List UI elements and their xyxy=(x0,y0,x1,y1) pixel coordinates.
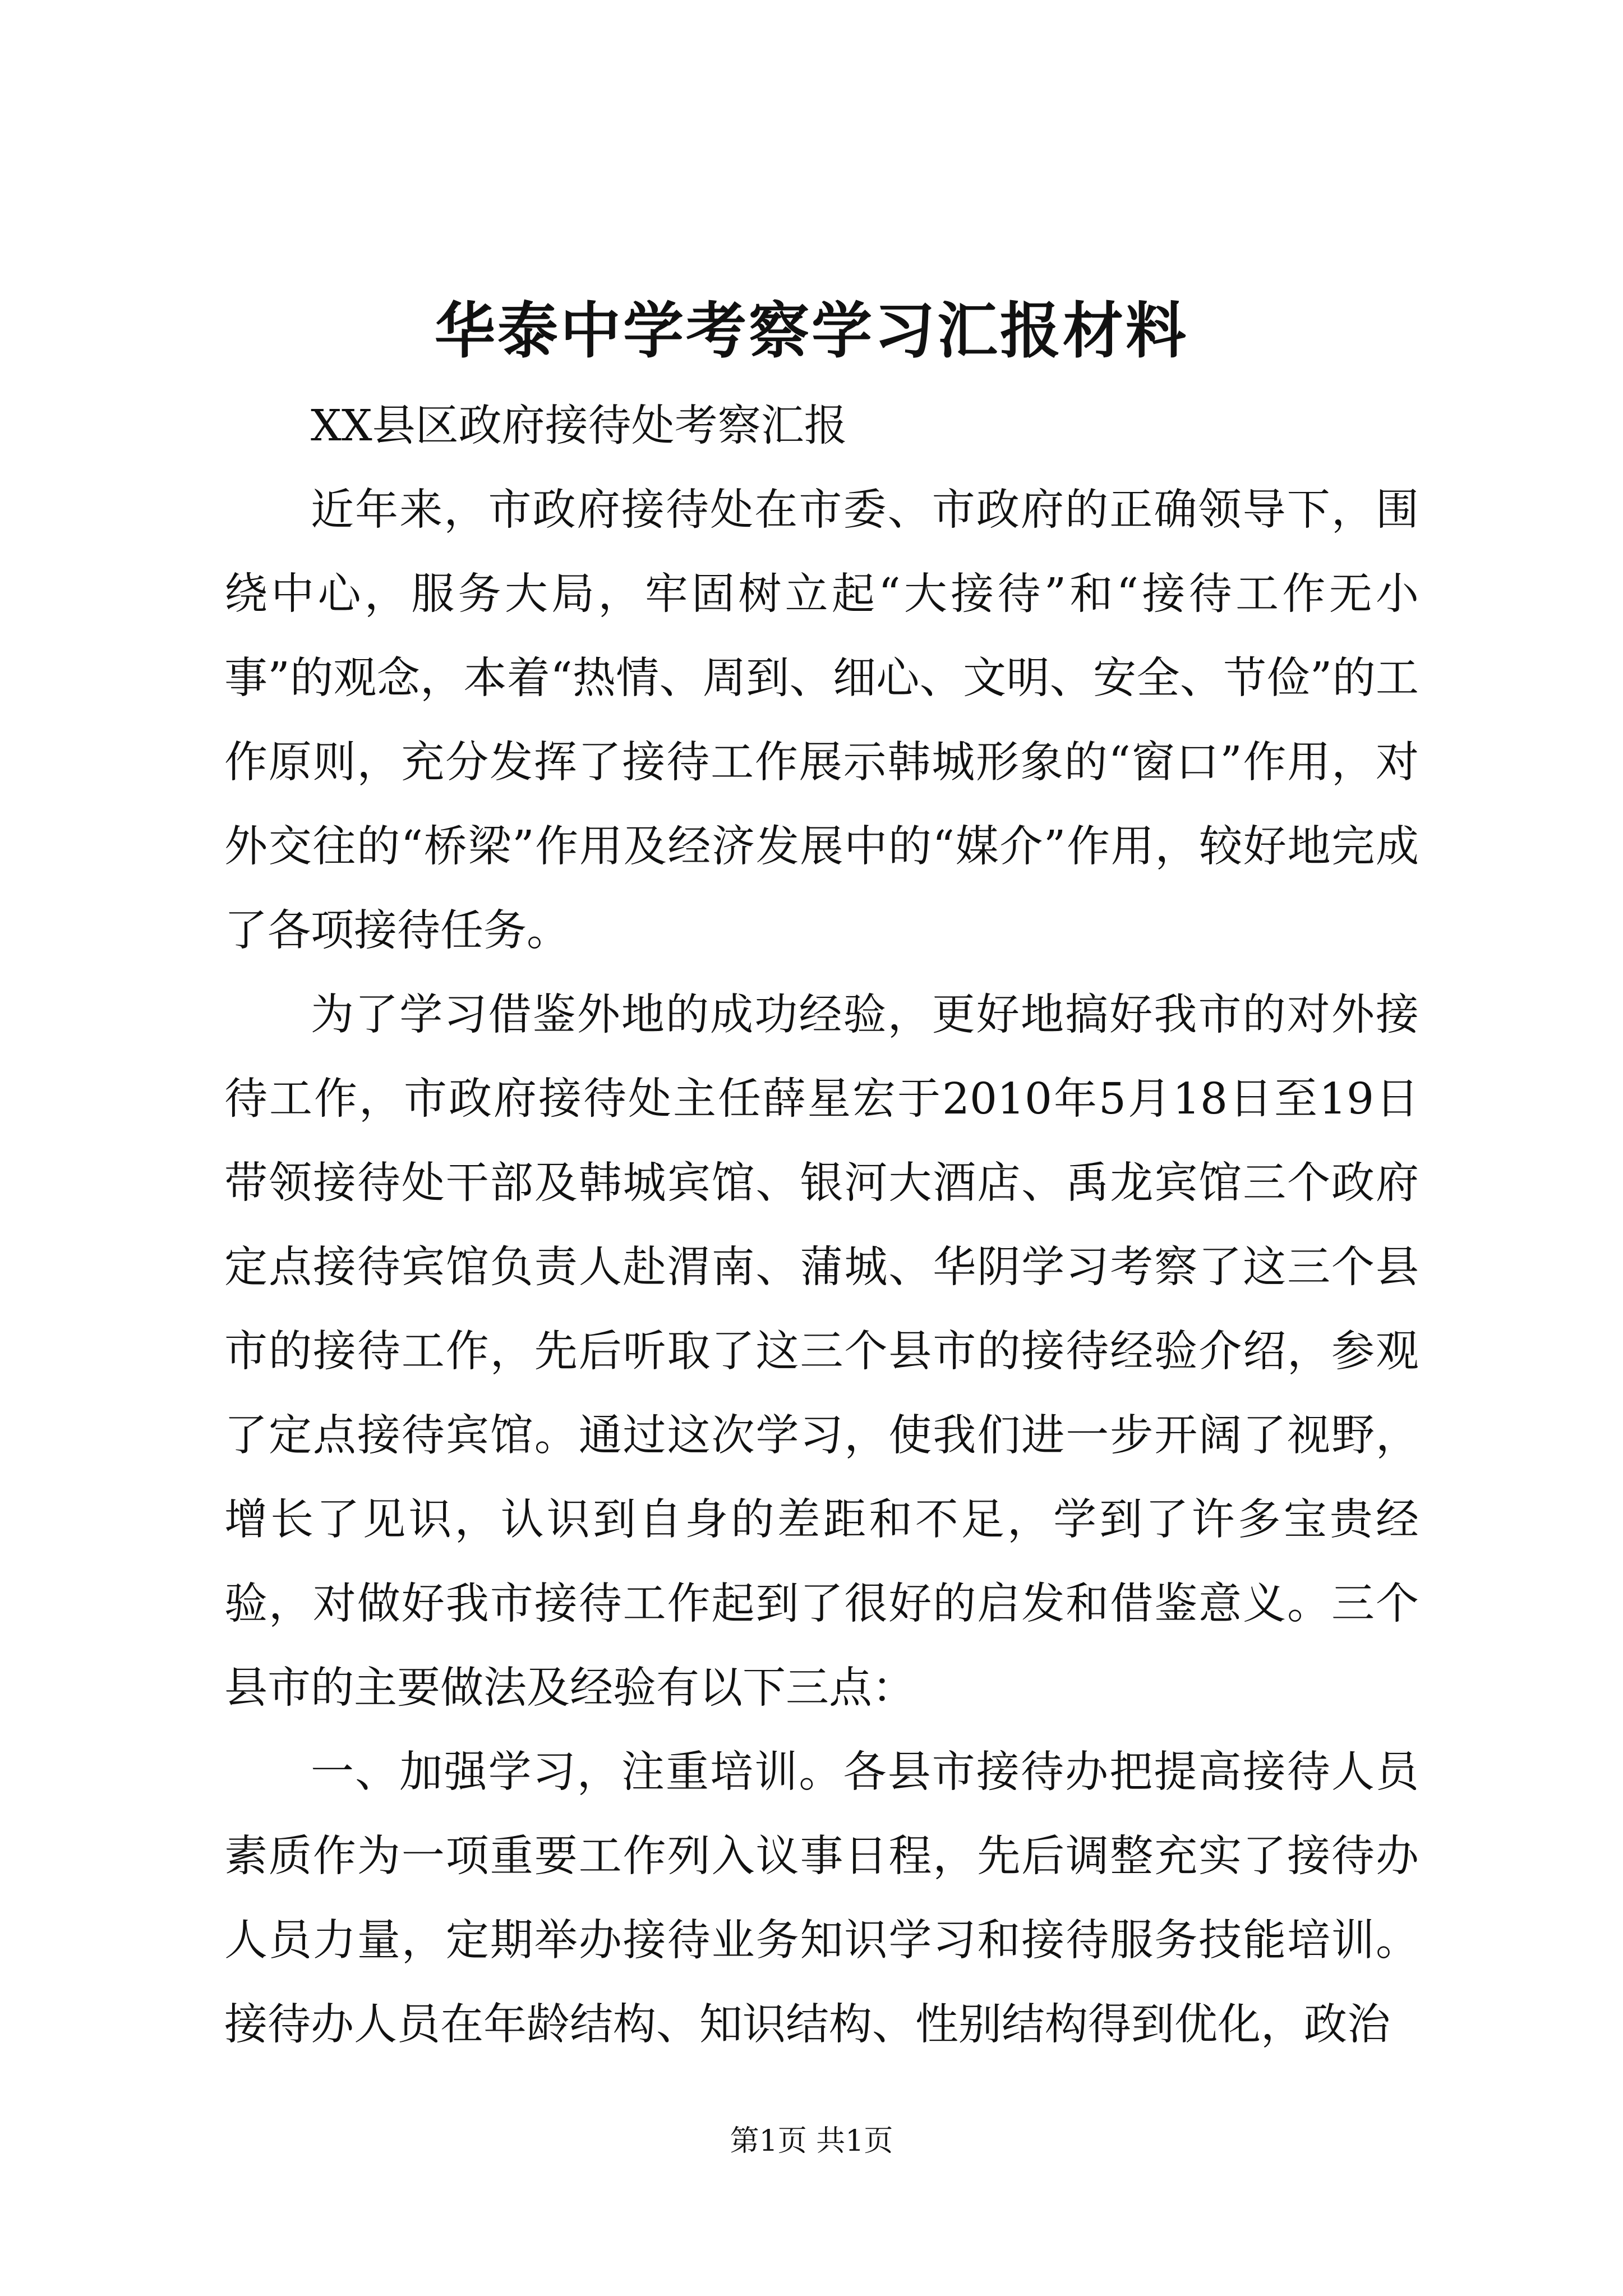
paragraph-subtitle: XX县区政府接待处考察汇报 xyxy=(311,401,847,451)
paragraph: 近年来，市政府接待处在市委、市政府的正确领导下，围绕中心，服务大局，牢固树立起“大接待”和“接待工作无小事”的观念，本着“热情、周到、细心、文明、安全、节俭”的工作原则，充分发挥了接待工作展示韩城形象的“窗口”作用，对外交往的“桥梁”作用及经济发展中的“媒介”作用，较好地完成了各项接待任务。 xyxy=(224,485,1419,956)
document-body xyxy=(224,384,1419,2067)
page-footer: 第1页 共1页 xyxy=(730,2124,893,2158)
document-title: 华泰中学考察学习汇报材料 xyxy=(434,296,1188,366)
paragraph: 为了学习借鉴外地的成功经验，更好地搞好我市的对外接待工作，市政府接待处主任薛星宏于2010年5月18日至19日带领接待处干部及韩城宾馆、银河大酒店、禹龙宾馆三个政府定点接待宾馆负责人赴渭南、蒲城、华阴学习考察了这三个县市的接待工作，先后听取了这三个县市的接待经验介绍，参观了定点接待宾馆。通过这次学习，使我们进一步开阔了视野，增长了见识，认识到自身的差距和不足，学到了许多宝贵经验，对做好我市接待工作起到了很好的启发和借鉴意义。三个县市的主要做法及经验有以下三点： xyxy=(224,990,1419,1713)
paragraph: 一、加强学习，注重培训。各县市接待办把提高接待人员素质作为一项重要工作列入议事日程，先后调整充实了接待办人员力量，定期举办接待业务知识学习和接待服务技能培训。接待办人员在年龄结构、知识结构、性别结构得到优化，政治 xyxy=(224,1747,1419,2050)
